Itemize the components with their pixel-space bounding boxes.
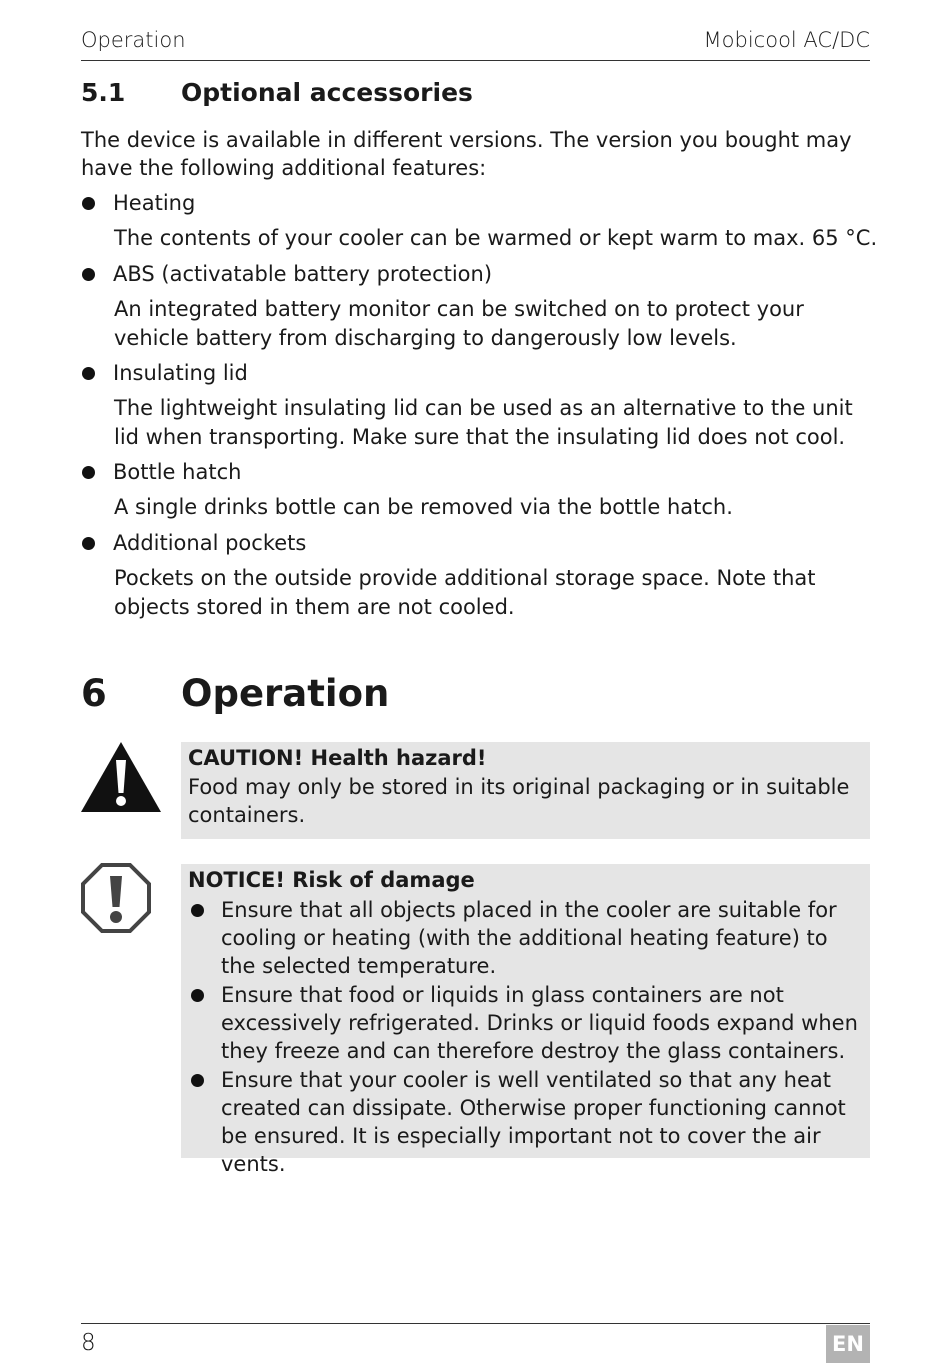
warning-triangle-icon <box>80 740 162 813</box>
notice-item-text: Ensure that your cooler is well ventilated so that any heat created can dissipate. Otherwise proper functioning cannot be ensured. It is especially important not to cover the air vents. <box>221 1068 846 1176</box>
feature-description: The contents of your cooler can be warmed or kept warm to max. 65 °C. <box>114 226 878 250</box>
notice-item-text: Ensure that all objects placed in the cooler are suitable for cooling or heating (with the additional heating feature) to the selected temperature. <box>221 898 837 978</box>
bullet-dot <box>82 197 95 210</box>
footer-divider <box>81 1323 870 1324</box>
notice-title: NOTICE! Risk of damage <box>188 868 475 892</box>
chapter-heading <box>81 672 389 715</box>
section-title: Optional accessories <box>181 78 473 107</box>
notice-box <box>181 864 870 1176</box>
caution-title: CAUTION! Health hazard! <box>188 746 487 770</box>
section-intro: The device is available in different versions. The version you bought may have the following additional features: <box>81 128 852 180</box>
bullet-dot <box>82 367 95 380</box>
page-number: 8 <box>81 1330 96 1356</box>
notice-item-text: Ensure that food or liquids in glass containers are not excessively refrigerated. Drinks or liquid foods expand when they freeze and can therefore destroy the glass containers. <box>221 983 858 1063</box>
bullet-dot <box>191 989 204 1002</box>
bullet-dot <box>191 1074 204 1087</box>
caution-text: Food may only be stored in its original packaging or in suitable containers. <box>188 775 850 827</box>
bullet-dot <box>82 268 95 281</box>
feature-label: Heating <box>113 191 196 215</box>
feature-description: Pockets on the outside provide additional storage space. Note that objects stored in them are not cooled. <box>114 566 816 619</box>
feature-label: Bottle hatch <box>113 460 242 484</box>
feature-description: A single drinks bottle can be removed via the bottle hatch. <box>114 495 733 519</box>
header-product: Mobicool AC/DC <box>703 28 870 52</box>
chapter-title: Operation <box>181 672 390 715</box>
caution-box <box>181 742 870 839</box>
feature-label: Insulating lid <box>113 361 248 385</box>
section-heading <box>81 78 473 107</box>
page-header <box>81 28 870 61</box>
header-chapter: Operation <box>81 28 186 52</box>
feature-description: An integrated battery monitor can be switched on to protect your vehicle battery from discharging to dangerously low levels. <box>114 297 804 350</box>
bullet-dot <box>82 466 95 479</box>
feature-label: Additional pockets <box>113 531 307 555</box>
bullet-dot <box>191 904 204 917</box>
feature-label: ABS (activatable battery protection) <box>113 262 493 286</box>
section-number: 5.1 <box>81 78 126 107</box>
bullet-dot <box>82 537 95 550</box>
feature-description: The lightweight insulating lid can be used as an alternative to the unit lid when transporting. Make sure that the insulating lid does not cool. <box>114 396 853 449</box>
chapter-number: 6 <box>81 672 107 715</box>
language-badge: EN <box>826 1325 870 1363</box>
notice-octagon-icon <box>80 862 152 934</box>
